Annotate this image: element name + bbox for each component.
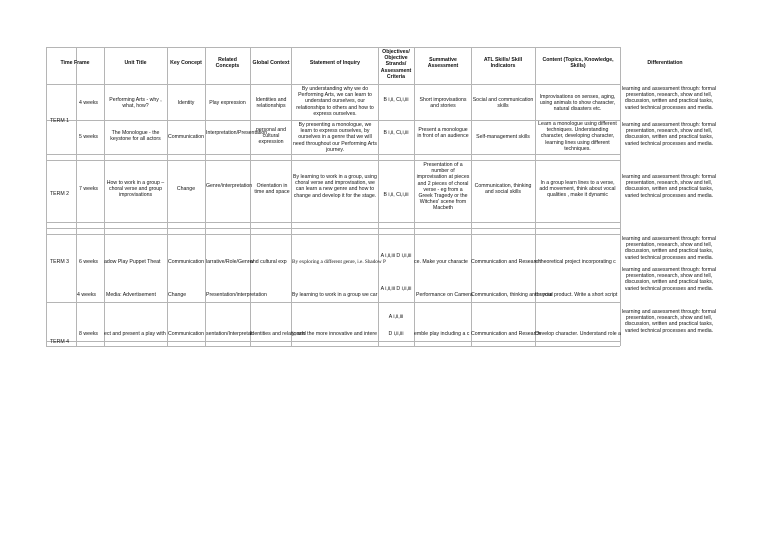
grid-line: [378, 47, 379, 346]
atl-skills-cell: Communication and Research: [471, 259, 541, 265]
unit-title-cell: How to work in a group – choral verse and group improvisations: [106, 180, 165, 199]
differentiation-cell: learning and assessment through: formal presentation, research, show and tell, discussion, written and practical tasks, varied technical processes and media.: [621, 236, 716, 261]
key-concept-cell: Communication: [167, 134, 205, 140]
atl-skills-cell: Self-management skills: [476, 134, 530, 140]
header-content: Content (Topics, Knowledge, Skills): [542, 57, 614, 70]
differentiation-cell: learning and assessment through: formal presentation, research, show and tell, discussion, written and practical tasks, varied technical processes and media.: [621, 267, 716, 292]
term-label-4: TERM 4: [50, 339, 70, 345]
grid-line: [414, 47, 415, 346]
unit-title-cell: Media: Advertisement: [106, 292, 156, 298]
atl-skills-cell: Social and communication skills: [472, 97, 534, 110]
objectives-cell: A i,ii,iii D i,ii,iii: [380, 253, 412, 259]
key-concept-cell: Change: [168, 292, 187, 298]
objectives-cell: B i,ii, Ci,i,iii: [383, 192, 409, 198]
content-cell: Develop character. Understand role a: [535, 331, 621, 337]
grid-line: [46, 346, 620, 347]
content-cell: for your product. Write a short script: [535, 292, 618, 298]
header-statement-of-inquiry: Statement of Inquiry: [309, 60, 361, 66]
grid-line: [46, 341, 620, 342]
related-concepts-cell: Play expression: [209, 100, 246, 106]
key-concept-cell: Identity: [177, 100, 195, 106]
header-key-concept: Key Concept: [170, 60, 202, 66]
unit-title-cell: adow Play Puppet Theat: [104, 259, 161, 265]
key-concept-cell: Communication: [168, 259, 205, 265]
header-objectives: Objectives/ Objective Strands/ Assessment Criteria: [380, 49, 412, 80]
differentiation-cell: learning and assessment through: formal presentation, research, show and tell, discussion, written and practical tasks, varied technical processes and media.: [621, 86, 716, 111]
grid-line: [46, 228, 620, 229]
header-atl-skills: ATL Skills/ Skill Indicators: [483, 57, 523, 70]
grid-line: [250, 47, 251, 346]
objectives-cell: D i,ii,iii: [388, 331, 404, 337]
grid-line: [76, 47, 77, 346]
objectives-cell: B i,ii, Ci,i,iii: [383, 97, 409, 103]
global-context-cell: and cultural exp: [250, 259, 287, 265]
weeks-cell: 8 weeks: [79, 331, 99, 337]
differentiation-cell: learning and assessment through: formal presentation, research, show and tell, discussion, written and practical tasks, varied technical processes and media.: [621, 309, 716, 334]
content-cell: Learn a monologue using different techniques. Understanding character, developing character, learning lines using different techniques.: [538, 121, 617, 152]
summative-cell: Performance on Camera: [416, 292, 473, 298]
grid-line: [104, 47, 105, 346]
weeks-cell: 7 weeks: [79, 186, 99, 192]
weeks-cell: 4 weeks: [77, 292, 97, 298]
objectives-cell: A i,ii,iii D i,ii,iii: [380, 286, 412, 292]
header-differentiation: Differentiation: [647, 60, 683, 66]
related-concepts-cell: sentation/Interpretat: [206, 331, 253, 337]
content-cell: In a group learn lines to a verse, add movement, think about vocal qualities , make it dynamic: [539, 180, 616, 199]
related-concepts-cell: Interpretation/Presentation: [206, 130, 268, 136]
grid-line: [471, 47, 472, 346]
weeks-cell: 4 weeks: [79, 100, 99, 106]
term-label-2: TERM 2: [50, 191, 70, 197]
unit-title-cell: The Monologue - the keystone for all actors: [110, 130, 161, 143]
global-context-cell: Identities and relationsh: [250, 331, 305, 337]
atl-skills-cell: Communication, thinking and social: [471, 292, 553, 298]
global-context-cell: Identities and relationships: [255, 97, 287, 110]
differentiation-cell: learning and assessment through: formal presentation, research, show and tell, discussion, written and practical tasks, varied technical processes and media.: [621, 122, 716, 147]
summative-cell: Short improvisations and stories: [419, 97, 467, 110]
global-context-cell: Orientation in time and space: [254, 183, 290, 196]
grid-line: [291, 47, 292, 346]
summative-cell: emble play including a c: [414, 331, 470, 337]
header-summative-assessment: Summative Assessment: [427, 57, 459, 70]
atl-skills-cell: Communication, thinking and social skills: [474, 183, 532, 196]
term-label-1: TERM 1: [50, 118, 70, 124]
summative-cell: Presentation of a number of improvisation at pieces and 2 pieces of choral verse - eg from a Greek Tragedy or the Witches' scene from Macbeth: [416, 162, 470, 212]
differentiation-cell: learning and assessment through: formal presentation, research, show and tell, discussion, written and practical tasks, varied technical processes and media.: [621, 174, 716, 199]
grid-line: [46, 234, 620, 235]
header-related-concepts: Related Concepts: [215, 57, 240, 70]
weeks-cell: 6 weeks: [79, 259, 99, 265]
grid-line: [46, 47, 47, 346]
objectives-cell: A i,ii,iii: [388, 314, 404, 320]
grid-line: [205, 47, 206, 346]
summative-cell: ce. Make your characte: [414, 259, 468, 265]
content-cell: Improvisations on senses, aging, using animals to show character, natural disasters etc.: [539, 94, 616, 113]
grid-line: [46, 154, 620, 155]
content-cell: e theoretical project incorporating c: [535, 259, 616, 265]
header-global-context: Global Context: [252, 60, 290, 66]
key-concept-cell: Communication: [168, 331, 205, 337]
grid-line: [46, 222, 620, 223]
summative-cell: Present a monologue in front of an audience: [417, 127, 469, 140]
statement-of-inquiry-cell: By exploring a different genre, i.e. Shadow P: [292, 259, 386, 265]
objectives-cell: B i,ii, Ci,i,iii: [383, 130, 409, 136]
grid-line: [46, 120, 620, 121]
grid-line: [46, 47, 620, 48]
header-time-frame: Time Frame: [60, 60, 90, 66]
grid-line: [46, 84, 620, 85]
header-unit-title: Unit Title: [124, 60, 147, 66]
atl-skills-cell: Communication and Research: [471, 331, 541, 337]
statement-of-inquiry-cell: By learning to work in a group, using choral verse and improvisation, we can learn a new genre and how to change and develop it for the stage.: [293, 174, 377, 199]
weeks-cell: 5 weeks: [79, 134, 99, 140]
related-concepts-cell: Genre/interpretation: [206, 183, 253, 189]
unit-title-cell: ect and present a play with: [104, 331, 166, 337]
related-concepts-cell: larrative/Role/Genre/: [206, 259, 254, 265]
grid-line: [46, 160, 620, 161]
unit-title-cell: Performing Arts - why , what, how?: [109, 97, 162, 110]
global-context-cell: personal and cultural expression: [256, 127, 286, 146]
term-label-3: TERM 3: [50, 259, 70, 265]
grid-line: [167, 47, 168, 346]
statement-of-inquiry-cell: y, and the more innovative and intere: [292, 331, 377, 337]
related-concepts-cell: Presentation/interpretation: [206, 292, 267, 298]
grid-line: [46, 302, 620, 303]
statement-of-inquiry-cell: By learning to work in a group we car: [292, 292, 378, 298]
statement-of-inquiry-cell: By presenting a monologue, we learn to express ourselves, by ourselves in a genre that we will need throughout our Performing Arts journey.: [293, 122, 377, 153]
statement-of-inquiry-cell: By understanding why we do Performing Arts, we can learn to understand ourselves, our relationships to others and how to express ourselves.: [296, 86, 374, 117]
key-concept-cell: Change: [176, 186, 196, 192]
